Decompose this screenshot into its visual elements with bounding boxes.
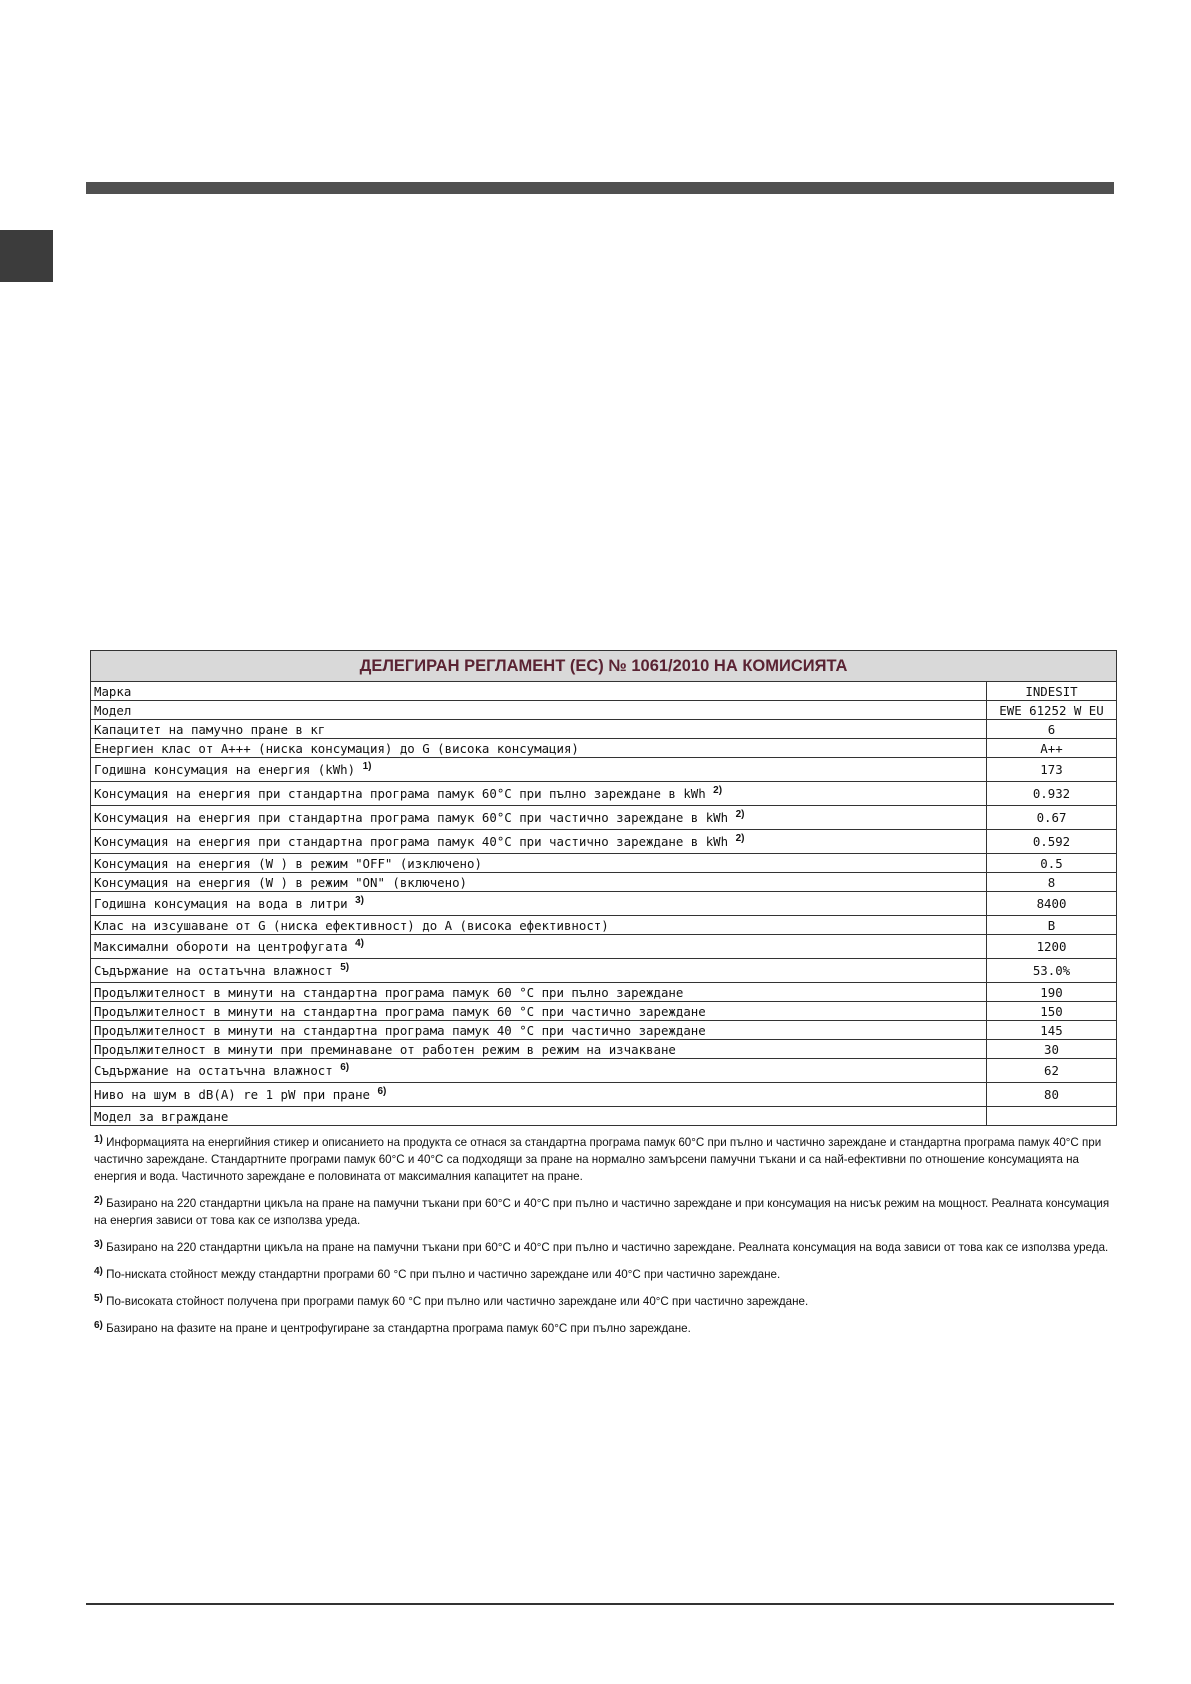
table-row [91,1002,1117,1021]
row-label: Консумация на енергия при стандартна програма памук 60°C при частично зареждане в kWh $^{2)}$ [91,806,987,830]
row-label: Ниво на шум в dB(A) re 1 pW при пране $^{6)}$ [91,1083,987,1107]
row-value: 0.5 [987,854,1117,873]
row-label: Продължителност в минути на стандартна програма памук 40 °C при частично зареждане [91,1021,987,1040]
footnote-ref: 3) [355,895,365,906]
row-value [987,1107,1117,1126]
footnote-ref: 4) [355,938,365,949]
footnote [94,1320,1116,1337]
row-label: Консумация на енергия (W ) в режим "ON" (включено) [91,873,987,892]
energy-spec-table [90,650,1117,1126]
footnote [94,1293,1116,1310]
row-label: Съдържание на остатъчна влажност $^{6)}$ [91,1059,987,1083]
row-value: 80 [987,1083,1117,1107]
table-row [91,782,1117,806]
row-label: Продължителност в минути при преминаване от работен режим в режим на изчакване [91,1040,987,1059]
footnotes [94,1134,1116,1347]
footnote-text: Информацията на енергийния стикер и описанието на продукта се отнася за стандартна програма памук 60°C при пълно и частично зареждане и стандартна програма памук 40°C при частично зареждане. Стандартните програми памук 60°C и 40°C са подходящи за пране на нормално замърсени памучни тъкани и са най-ефективни по отношение консумацията на енергия и вода. Частичното зареждане е половината от максималния капацитет на пране. [94,1136,1102,1183]
row-label: Максимални обороти на центрофугата $^{4)}$ [91,935,987,959]
table-row [91,892,1117,916]
row-value: INDESIT [987,682,1117,701]
row-label: Консумация на енергия при стандартна програма памук 60°C при пълно зареждане в kWh $^{2)}$ [91,782,987,806]
footnote-ref: 2) [735,833,745,844]
footer-rule [86,1603,1114,1605]
table-row [91,1083,1117,1107]
row-value: 0.67 [987,806,1117,830]
table-title: ДЕЛЕГИРАН РЕГЛАМЕНТ (ЕС) № 1061/2010 НА КОМИСИЯТА [91,651,1117,682]
footnote-number: 6) [94,1320,103,1331]
row-value: A++ [987,739,1117,758]
footnote-ref: 1) [362,761,372,772]
footnote-number: 4) [94,1266,103,1277]
row-label: Клас на изсушаване от G (ниска ефективност) до A (висока ефективност) [91,916,987,935]
row-value: 30 [987,1040,1117,1059]
table-row [91,983,1117,1002]
row-label: Съдържание на остатъчна влажност $^{5)}$ [91,959,987,983]
footnote-ref: 6) [377,1086,387,1097]
table-row [91,682,1117,701]
row-label: Модел [91,701,987,720]
footnote-ref: 2) [735,809,745,820]
table-row [91,1107,1117,1126]
row-value: 0.932 [987,782,1117,806]
table-row [91,1021,1117,1040]
footnote-text: Базирано на 220 стандартни цикъла на пране на памучни тъкани при 60°C и 40°C при пълно и частично зареждане. Реалната консумация на вода зависи от това как се използва уреда. [106,1241,1109,1254]
footnote-text: По-високата стойност получена при програми памук 60 °C при пълно или частично зареждане или 40°C при частично зареждане. [106,1295,809,1308]
table-row [91,806,1117,830]
row-label: Продължителност в минути на стандартна програма памук 60 °C при частично зареждане [91,1002,987,1021]
footnote [94,1266,1116,1283]
footnote-text: Базирано на 220 стандартни цикъла на пране на памучни тъкани при 60°C и 40°C при пълно и частично зареждане и при консумация на нисък режим на мощност. Реалната консумация на енергия зависи от това как се използва уреда. [94,1197,1110,1227]
footnote-text: По-ниската стойност между стандартни програми 60 °C при пълно и частично зареждане или 40°C при частично зареждане. [106,1268,781,1281]
table-row [91,959,1117,983]
row-value: EWE 61252 W EU [987,701,1117,720]
row-label: Марка [91,682,987,701]
table-row [91,873,1117,892]
footnote-ref: 2) [713,785,723,796]
footnote-number: 1) [94,1134,103,1145]
footnote-number: 3) [94,1239,103,1250]
row-value: 8 [987,873,1117,892]
table-row [91,935,1117,959]
row-value: 6 [987,720,1117,739]
row-value: 8400 [987,892,1117,916]
row-value: B [987,916,1117,935]
row-value: 150 [987,1002,1117,1021]
table-row [91,720,1117,739]
row-value: 53.0% [987,959,1117,983]
table-row [91,1059,1117,1083]
row-label: Енергиен клас от A+++ (ниска консумация) до G (висока консумация) [91,739,987,758]
table-row [91,758,1117,782]
row-label: Модел за вграждане [91,1107,987,1126]
row-value: 190 [987,983,1117,1002]
table-row [91,701,1117,720]
table-row [91,830,1117,854]
footnote-ref: 6) [340,1062,350,1073]
footnote-ref: 5) [340,962,350,973]
footnote-number: 5) [94,1293,103,1304]
footnote-text: Базирано на фазите на пране и центрофугиране за стандартна програма памук 60°C при пълно зареждане. [106,1322,691,1335]
row-label: Капацитет на памучно пране в кг [91,720,987,739]
row-value: 145 [987,1021,1117,1040]
language-tab-marker [0,230,53,282]
footnote [94,1134,1116,1185]
row-value: 62 [987,1059,1117,1083]
row-value: 0.592 [987,830,1117,854]
table-row [91,916,1117,935]
table-row [91,1040,1117,1059]
table-row [91,739,1117,758]
footnote [94,1239,1116,1256]
row-label: Продължителност в минути на стандартна програма памук 60 °C при пълно зареждане [91,983,987,1002]
table-row [91,854,1117,873]
row-label: Годишна консумация на вода в литри $^{3)}$ [91,892,987,916]
row-value: 1200 [987,935,1117,959]
row-label: Консумация на енергия (W ) в режим "OFF" (изключено) [91,854,987,873]
header-bar [86,182,1114,194]
row-label: Консумация на енергия при стандартна програма памук 40°C при частично зареждане в kWh $^{2)}$ [91,830,987,854]
footnote [94,1195,1116,1229]
footnote-number: 2) [94,1195,103,1206]
row-value: 173 [987,758,1117,782]
row-label: Годишна консумация на енергия (kWh) $^{1)}$ [91,758,987,782]
